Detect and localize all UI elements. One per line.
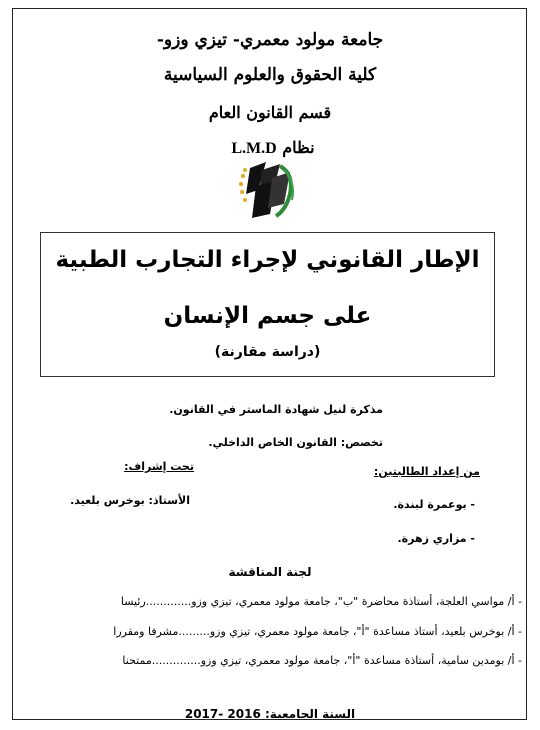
system-line <box>0 138 540 158</box>
system-word: نظام <box>282 138 315 157</box>
university-logo <box>236 160 298 220</box>
thesis-subtitle: (دراسة مقارنة) <box>214 344 321 360</box>
university-name: جامعة مولود معمري- تيزي وزو- <box>156 30 384 50</box>
memo-specialty: تخصص: القانون الخاص الداخلي. <box>208 436 383 449</box>
jury-member: - أ/ مواسي العلجة، أستاذة محاضرة "ب"، جامعة مولود معمري، تيزي وزو.............رئيسا <box>120 595 522 608</box>
supervisor-name: الأستاذ: بوخرس بلعيد. <box>70 494 190 507</box>
student-item: - بوعمرة لبندة. <box>393 498 475 511</box>
jury-member: - أ/ بومدين سامية، أستاذة مساعدة "أ"، جامعة مولود معمري، تيزي وزو..............ممتحنا <box>122 654 522 667</box>
student-item: - مزاري زهرة. <box>397 532 475 545</box>
memo-purpose: مذكرة لنيل شهادة الماستر في القانون. <box>169 403 383 416</box>
supervisor-heading: تحت إشراف: <box>124 460 194 473</box>
thesis-title-line2: على جسم الإنسان <box>163 303 372 329</box>
jury-heading: لجنة المناقشة <box>228 565 312 579</box>
thesis-title-box <box>40 232 495 377</box>
academic-year: السنة الجامعية: 2016 -2017 <box>184 707 356 721</box>
faculty-name: كلية الحقوق والعلوم السياسية <box>163 65 377 85</box>
system-code: L.M.D <box>231 140 277 157</box>
students-heading: من إعداد الطالبتين: <box>373 465 480 478</box>
jury-member: - أ/ بوخرس بلعيد، أستاذ مساعدة "أ"، جامعة مولود معمري، تيزي وزو.........مشرفا ومقررا <box>113 625 522 638</box>
department-name: قسم القانون العام <box>208 103 332 122</box>
thesis-title-line1: الإطار القانوني لإجراء التجارب الطبية <box>55 247 480 273</box>
